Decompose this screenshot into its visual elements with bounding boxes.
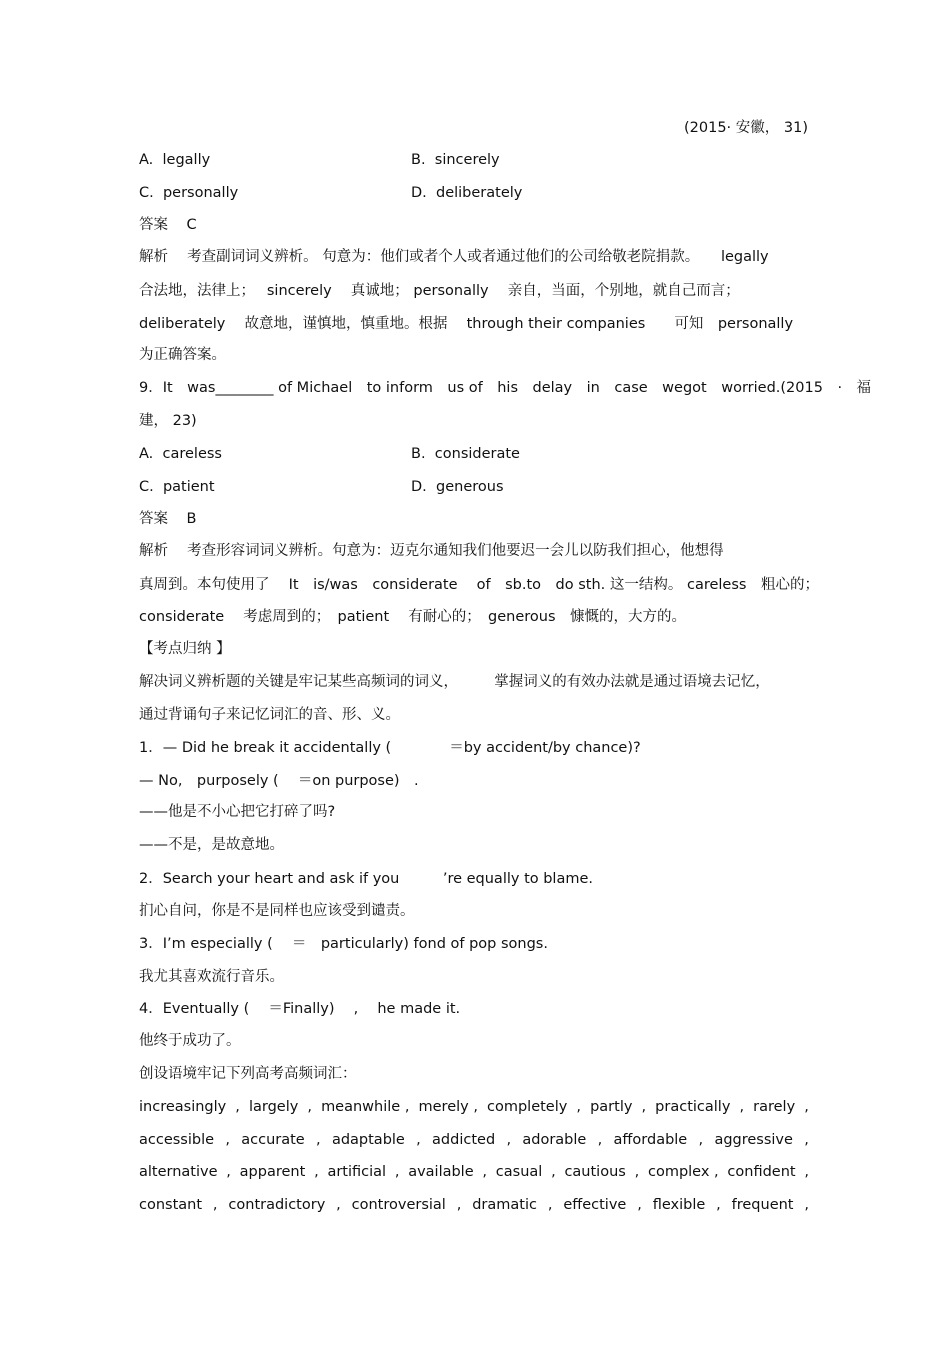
vocab-word: , xyxy=(634,1164,640,1180)
word-row xyxy=(139,1130,809,1150)
example-line: 3．I’m especially ( ＝ particularly) fond of pop songs. xyxy=(139,936,548,952)
vocab-word: , xyxy=(416,1132,421,1148)
vocab-word: , xyxy=(226,1164,231,1180)
word-row xyxy=(139,1162,809,1182)
vocab-word: meanwhile , xyxy=(321,1099,410,1115)
example-line: ——不是，是故意地。 xyxy=(139,837,284,853)
example-line: 4．Eventually ( ＝Finally) , he made it. xyxy=(139,1001,461,1017)
vocab-word: practically xyxy=(655,1099,731,1115)
example-line: 1．— Did he break it accidentally ( ＝by accident/by chance)? xyxy=(139,740,641,756)
option-d: D. deliberately xyxy=(411,185,523,201)
question-stem: 建， 23) xyxy=(139,413,197,429)
word-row xyxy=(139,1195,809,1215)
vocab-word: , xyxy=(307,1099,312,1115)
section-heading: 【考点归纳 】 xyxy=(139,641,231,657)
vocab-word: , xyxy=(804,1099,809,1115)
vocab-word: cautious xyxy=(564,1164,626,1180)
vocab-word: dramatic xyxy=(472,1197,537,1213)
vocab-word: , xyxy=(716,1197,721,1213)
example-line: 创设语境牢记下列高考高频词汇： xyxy=(139,1066,357,1082)
vocab-word: constant xyxy=(139,1197,203,1213)
vocab-word: addicted xyxy=(432,1132,496,1148)
analysis-line: 解析 考查副词词义辨析。 句意为：他们或者个人或者通过他们的公司给敬老院捐款。 legally xyxy=(139,249,769,265)
vocab-word: , xyxy=(597,1132,603,1148)
vocab-word: , xyxy=(804,1132,809,1148)
vocab-word: , xyxy=(482,1164,488,1180)
vocab-word: confident xyxy=(727,1164,796,1180)
analysis-line: considerate 考虑周到的； patient 有耐心的； generous 慷慨的，大方的。 xyxy=(139,609,687,625)
vocab-word: adorable xyxy=(522,1132,587,1148)
vocab-word: , xyxy=(212,1197,218,1213)
example-line: 他终于成功了。 xyxy=(139,1033,241,1049)
question-stem: 9．It was________ of Michael to inform us of his delay in case wegot worried.(2015 · 福 xyxy=(139,380,872,396)
example-line: 2．Search your heart and ask if you ’re equally to blame. xyxy=(139,871,594,887)
vocab-word: , xyxy=(804,1164,809,1180)
vocab-word: , xyxy=(804,1197,809,1213)
vocab-word: , xyxy=(739,1099,745,1115)
vocab-word: largely xyxy=(248,1099,299,1115)
vocab-word: , xyxy=(637,1197,642,1213)
analysis-line: 合法地，法律上； sincerely 真诚地； personally 亲自，当面，个别地，就自己而言； xyxy=(139,283,740,299)
vocab-word: , xyxy=(336,1197,341,1213)
vocab-word: accurate xyxy=(241,1132,305,1148)
option-c: C. patient xyxy=(139,479,215,495)
vocab-word: , xyxy=(235,1099,240,1115)
analysis-line: 为正确答案。 xyxy=(139,347,226,363)
vocab-word: , xyxy=(225,1132,230,1148)
vocab-word: , xyxy=(551,1164,556,1180)
vocab-word: partly xyxy=(590,1099,633,1115)
vocab-word: frequent xyxy=(731,1197,794,1213)
vocab-word: apparent xyxy=(239,1164,306,1180)
option-b: B. considerate xyxy=(411,446,520,462)
vocab-word: , xyxy=(314,1164,319,1180)
vocab-word: , xyxy=(641,1099,647,1115)
vocab-word: rarely xyxy=(753,1099,796,1115)
option-d: D. generous xyxy=(411,479,504,495)
vocab-word: , xyxy=(394,1164,400,1180)
vocab-word: adaptable xyxy=(331,1132,405,1148)
question-source: (2015· 安徽， 31) xyxy=(684,120,808,136)
example-line: ——他是不小心把它打碎了吗? xyxy=(139,804,336,820)
vocab-word: complex , xyxy=(647,1164,719,1180)
option-a: A. careless xyxy=(139,446,222,462)
vocab-word: , xyxy=(576,1099,582,1115)
vocab-word: , xyxy=(316,1132,321,1148)
analysis-line: 解析 考查形容词词义辨析。句意为：迈克尔通知我们他要迟一会儿以防我们担心，他想得 xyxy=(139,543,724,559)
analysis-line: deliberately 故意地，谨慎地，慎重地。根据 through their companies 可知 personally xyxy=(139,316,794,332)
analysis-line: 真周到。本句使用了 It is/was considerate of sb.to do sth. 这一结构。 careless 粗心的； xyxy=(139,577,819,593)
example-line: 扪心自问，你是不是同样也应该受到谴责。 xyxy=(139,903,415,919)
vocab-word: , xyxy=(506,1132,512,1148)
vocab-word: completely xyxy=(487,1099,568,1115)
vocab-word: artificial xyxy=(327,1164,387,1180)
vocab-word: flexible xyxy=(652,1197,706,1213)
vocab-word: controversial xyxy=(351,1197,446,1213)
vocab-word: available xyxy=(408,1164,474,1180)
vocab-word: alternative xyxy=(139,1164,218,1180)
example-line: 我尤其喜欢流行音乐。 xyxy=(139,969,284,985)
vocab-word: contradictory xyxy=(228,1197,326,1213)
option-b: B. sincerely xyxy=(411,152,500,168)
word-row xyxy=(139,1097,809,1117)
vocab-word: merely , xyxy=(418,1099,478,1115)
vocab-word: effective xyxy=(563,1197,627,1213)
vocab-word: aggressive xyxy=(714,1132,793,1148)
intro-line: 解决词义辨析题的关键是牢记某些高频词的词义， 掌握词义的有效办法就是通过语境去记忆， xyxy=(139,674,770,690)
answer-line: 答案 B xyxy=(139,511,197,527)
answer-line: 答案 C xyxy=(139,217,197,233)
vocab-word: , xyxy=(456,1197,462,1213)
vocab-word: increasingly xyxy=(139,1099,227,1115)
vocab-word: , xyxy=(547,1197,553,1213)
vocab-word: casual xyxy=(495,1164,543,1180)
example-line: — No, purposely ( ＝on purpose) . xyxy=(139,773,419,789)
option-c: C. personally xyxy=(139,185,239,201)
vocab-word: accessible xyxy=(139,1132,215,1148)
vocab-word: affordable xyxy=(613,1132,688,1148)
option-a: A. legally xyxy=(139,152,211,168)
intro-line: 通过背诵句子来记忆词汇的音、形、义。 xyxy=(139,707,400,723)
vocab-word: , xyxy=(698,1132,704,1148)
